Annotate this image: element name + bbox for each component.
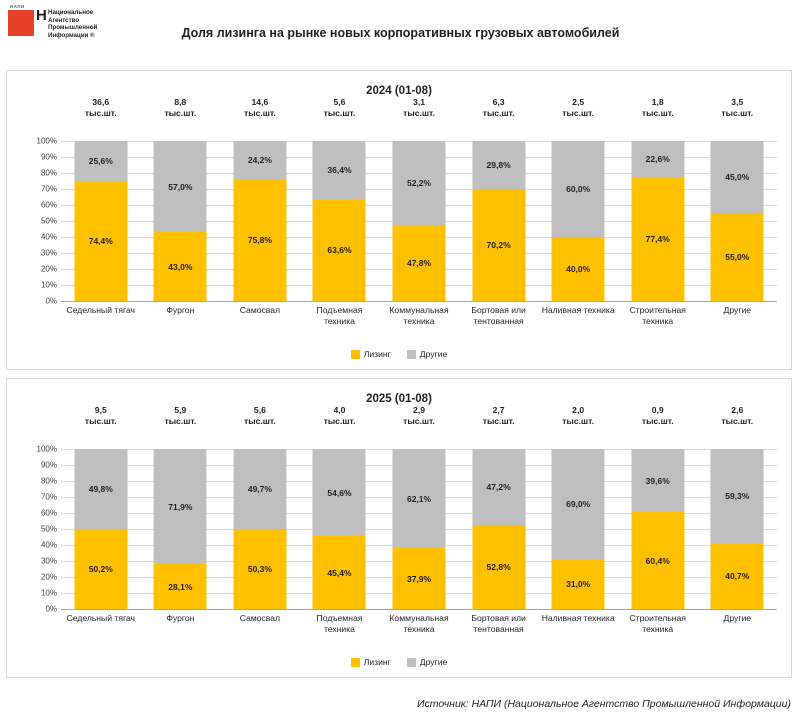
bar-segment-lease[interactable] — [74, 182, 127, 301]
bar-total-label: 5,6 тыс.шт. — [323, 97, 356, 118]
y-tick-label: 30% — [40, 248, 57, 258]
bars-2024 — [61, 141, 777, 301]
y-tick-label: 100% — [36, 136, 57, 146]
bar-segment-label: 52,2% — [406, 177, 432, 188]
plot-area-2025 — [7, 379, 791, 677]
bar-column[interactable] — [538, 449, 618, 609]
bar-column[interactable] — [141, 141, 221, 301]
bar-column[interactable] — [300, 141, 380, 301]
page-title: Доля лизинга на рынке новых корпоративных грузовых автомобилей — [181, 26, 620, 40]
plot-area-2024 — [7, 71, 791, 369]
y-axis-2024 — [25, 136, 57, 306]
bar-total-label: 2,6 тыс.шт. — [721, 405, 754, 426]
bar-stack — [552, 449, 605, 609]
category-label: Подъемная техника — [316, 613, 363, 634]
category-axis-2024 — [61, 305, 777, 345]
bar-segment-other[interactable] — [472, 449, 525, 525]
bar-segment-label: 25,6% — [88, 156, 113, 167]
bar-column[interactable] — [300, 449, 380, 609]
category-label: Наливная техника — [541, 305, 615, 315]
bar-stack — [233, 449, 286, 609]
legend-swatch-lease-icon — [351, 658, 360, 667]
logo-line-2: Агентство — [48, 16, 80, 24]
bar-stack — [313, 141, 366, 301]
bar-segment-label: 45,0% — [725, 172, 750, 182]
bar-segment-lease[interactable] — [631, 177, 684, 301]
bar-column[interactable] — [141, 449, 221, 609]
bar-segment-other[interactable] — [393, 141, 446, 225]
bar-segment-other[interactable] — [74, 141, 127, 182]
bar-total-label: 5,6 тыс.шт. — [244, 405, 276, 426]
bar-column[interactable] — [61, 449, 141, 609]
bar-segment-lease[interactable] — [313, 536, 366, 609]
bar-stack — [154, 449, 207, 609]
bar-stack — [74, 449, 127, 609]
legend-swatch-other-icon — [407, 350, 416, 359]
bar-segment-label: 47,2% — [486, 481, 511, 492]
bar-segment-label: 60,4% — [645, 555, 670, 566]
category-label: Коммунальная техника — [389, 613, 449, 634]
bar-segment-other[interactable] — [154, 449, 207, 564]
bar-segment-label: 70,2% — [486, 239, 511, 250]
bar-segment-label: 29,8% — [486, 159, 511, 170]
bar-segment-other[interactable] — [711, 449, 764, 544]
bar-stack — [393, 449, 446, 609]
bar-segment-lease[interactable] — [233, 180, 286, 301]
bar-segment-label: 50,3% — [247, 563, 272, 574]
legend-item-other — [407, 657, 448, 667]
category-label: Седельный тягач — [66, 305, 136, 315]
bar-segment-label: 40,7% — [725, 571, 750, 582]
y-tick-label: 0% — [45, 604, 57, 614]
legend-item-lease — [351, 657, 391, 667]
bar-column[interactable] — [459, 141, 539, 301]
bar-total-label: 3,5 тыс.шт. — [721, 97, 754, 118]
y-tick-label: 90% — [40, 460, 57, 470]
bar-segment-lease[interactable] — [74, 529, 127, 609]
bar-segment-other[interactable] — [154, 141, 207, 232]
bar-segment-lease[interactable] — [472, 525, 525, 609]
bar-segment-lease[interactable] — [472, 189, 525, 301]
category-label: Самосвал — [239, 305, 281, 315]
bar-segment-other[interactable] — [552, 141, 605, 237]
bar-segment-label: 54,6% — [327, 487, 352, 498]
bar-total-label: 14,6 тыс.шт. — [244, 97, 276, 118]
legend-swatch-other-icon — [407, 658, 416, 667]
chart-title-2025: 2025 (01-08) — [366, 393, 432, 405]
y-tick-label: 20% — [40, 264, 57, 274]
bar-segment-lease[interactable] — [393, 548, 446, 609]
category-label: Подъемная техника — [316, 305, 363, 326]
legend-label-lease: Лизинг — [363, 657, 391, 667]
bar-segment-label: 50,2% — [88, 563, 113, 574]
bar-stack — [631, 449, 684, 609]
category-label: Строительная техника — [629, 613, 686, 634]
bar-stack — [552, 141, 605, 301]
bar-total-label: 2,0 тыс.шт. — [562, 405, 595, 426]
bar-segment-label: 40,0% — [566, 264, 591, 274]
bar-segment-label: 57,0% — [168, 181, 193, 192]
bar-total-label: 6,3 тыс.шт. — [482, 97, 515, 118]
y-tick-label: 70% — [40, 184, 57, 194]
category-label: Седельный тягач — [66, 613, 136, 623]
bar-segment-label: 49,7% — [247, 483, 272, 494]
bar-column[interactable] — [459, 449, 539, 609]
bar-segment-label: 39,6% — [645, 475, 670, 486]
bar-segment-label: 55,0% — [725, 252, 750, 262]
bar-column[interactable] — [698, 449, 778, 609]
bar-stack — [313, 449, 366, 609]
totals-row-2024 — [61, 97, 777, 137]
bar-segment-other[interactable] — [472, 141, 525, 189]
y-tick-label: 10% — [40, 588, 57, 598]
bar-segment-label: 77,4% — [645, 234, 670, 245]
bar-total-label: 2,5 тыс.шт. — [562, 97, 595, 118]
bar-segment-lease[interactable] — [552, 559, 605, 609]
bar-total-label: 36,6 тыс.шт. — [84, 97, 117, 118]
y-tick-label: 30% — [40, 556, 57, 566]
bar-segment-other[interactable] — [711, 141, 764, 213]
bar-segment-label: 69,0% — [566, 499, 591, 510]
legend-item-lease — [351, 349, 391, 359]
bar-column[interactable] — [61, 141, 141, 301]
bar-stack — [472, 449, 525, 609]
bar-segment-other[interactable] — [233, 141, 286, 180]
category-axis-2025 — [61, 613, 777, 653]
bar-total-label: 4,0 тыс.шт. — [323, 405, 356, 426]
page-header — [0, 0, 801, 62]
bar-total-label: 2,9 тыс.шт. — [403, 405, 435, 426]
bar-segment-label: 74,4% — [88, 236, 113, 247]
y-tick-label: 70% — [40, 492, 57, 502]
category-label: Другие — [723, 305, 752, 315]
bar-segment-other[interactable] — [74, 449, 127, 529]
totals-row-2025 — [61, 405, 777, 445]
y-tick-label: 80% — [40, 476, 57, 486]
bar-segment-label: 75,8% — [247, 235, 272, 246]
bar-segment-label: 71,9% — [168, 501, 193, 512]
y-axis-2025 — [25, 444, 57, 614]
bar-column[interactable] — [618, 449, 698, 609]
bar-stack — [154, 141, 207, 301]
bar-segment-label: 37,9% — [406, 573, 432, 584]
bar-segment-label: 60,0% — [566, 184, 591, 194]
y-tick-label: 10% — [40, 280, 57, 290]
chart-panel-2024 — [6, 70, 792, 370]
bar-column[interactable] — [698, 141, 778, 301]
bar-stack — [711, 141, 764, 301]
chart-title-2024: 2024 (01-08) — [366, 85, 432, 97]
y-tick-label: 20% — [40, 572, 57, 582]
legend-2025 — [7, 657, 791, 667]
bar-segment-label: 49,8% — [88, 483, 113, 494]
category-label: Коммунальная техника — [389, 305, 449, 326]
bar-segment-label: 36,4% — [327, 165, 352, 176]
legend-label-other: Другие — [419, 657, 448, 667]
bar-segment-lease[interactable] — [552, 237, 605, 301]
bar-column[interactable] — [379, 141, 459, 301]
bar-segment-lease[interactable] — [154, 564, 207, 609]
x-axis-line — [61, 609, 777, 610]
bar-segment-label: 47,8% — [406, 257, 432, 268]
bar-segment-other[interactable] — [631, 449, 684, 512]
y-tick-label: 40% — [40, 540, 57, 550]
y-tick-label: 50% — [40, 524, 57, 534]
category-label: Самосвал — [239, 613, 281, 623]
legend-swatch-lease-icon — [351, 350, 360, 359]
bar-segment-other[interactable] — [631, 141, 684, 177]
bar-stack — [393, 141, 446, 301]
category-label: Бортовая или тентованная — [471, 305, 526, 326]
bar-total-label: 0,9 тыс.шт. — [641, 405, 674, 426]
bar-segment-label: 63,6% — [327, 245, 352, 256]
y-tick-label: 60% — [40, 508, 57, 518]
y-tick-label: 60% — [40, 200, 57, 210]
source-note: Источник: НАПИ (Национальное Агентство Промышленной Информации) — [416, 698, 791, 710]
bar-segment-lease[interactable] — [393, 225, 446, 301]
bar-segment-label: 62,1% — [406, 493, 432, 504]
bar-segment-label: 31,0% — [566, 579, 591, 590]
category-label: Бортовая или тентованная — [471, 613, 526, 634]
bar-segment-lease[interactable] — [154, 232, 207, 301]
legend-2024 — [7, 349, 791, 359]
logo-line-4: Информации ® — [48, 31, 95, 39]
bar-total-label: 1,8 тыс.шт. — [641, 97, 674, 118]
category-label: Фургон — [166, 305, 195, 315]
bar-segment-other[interactable] — [393, 449, 446, 548]
bar-segment-label: 43,0% — [168, 261, 193, 272]
y-tick-label: 90% — [40, 152, 57, 162]
logo-letter: Н — [36, 7, 47, 24]
category-label: Другие — [723, 613, 752, 623]
bars-2025 — [61, 449, 777, 609]
bar-stack — [472, 141, 525, 301]
chart-panel-2025 — [6, 378, 792, 678]
bar-segment-label: 28,1% — [168, 581, 193, 592]
legend-label-other: Другие — [419, 349, 448, 359]
bar-total-label: 5,9 тыс.шт. — [164, 405, 197, 426]
bar-stack — [711, 449, 764, 609]
bar-column[interactable] — [618, 141, 698, 301]
y-tick-label: 100% — [36, 444, 57, 454]
bar-total-label: 3,1 тыс.шт. — [403, 97, 435, 118]
bar-segment-label: 24,2% — [247, 155, 272, 166]
bar-segment-label: 59,3% — [725, 491, 750, 502]
bar-column[interactable] — [220, 449, 300, 609]
logo-line-1: Национальное — [48, 9, 94, 16]
bar-segment-lease[interactable] — [711, 544, 764, 609]
bar-stack — [631, 141, 684, 301]
bar-segment-label: 45,4% — [327, 567, 352, 578]
bar-segment-lease[interactable] — [631, 512, 684, 609]
bar-column[interactable] — [220, 141, 300, 301]
bar-segment-lease[interactable] — [711, 213, 764, 301]
x-axis-line — [61, 301, 777, 302]
legend-item-other — [407, 349, 448, 359]
bar-segment-other[interactable] — [313, 141, 366, 199]
y-tick-label: 0% — [45, 296, 57, 306]
bar-segment-label: 52,8% — [486, 561, 511, 572]
legend-label-lease: Лизинг — [363, 349, 391, 359]
logo-line-3: Промышленной — [48, 24, 98, 32]
logo-napi-tag: НАПИ — [10, 4, 25, 9]
bar-total-label: 8,8 тыс.шт. — [164, 97, 197, 118]
y-tick-label: 50% — [40, 216, 57, 226]
category-label: Наливная техника — [541, 613, 615, 623]
bar-stack — [233, 141, 286, 301]
category-label: Строительная техника — [629, 305, 686, 326]
bar-total-label: 2,7 тыс.шт. — [482, 405, 515, 426]
bar-total-label: 9,5 тыс.шт. — [84, 405, 117, 426]
bar-column[interactable] — [379, 449, 459, 609]
bar-stack — [74, 141, 127, 301]
bar-segment-other[interactable] — [552, 449, 605, 559]
bar-segment-other[interactable] — [233, 449, 286, 529]
bar-segment-lease[interactable] — [233, 529, 286, 609]
y-tick-label: 80% — [40, 168, 57, 178]
bar-column[interactable] — [538, 141, 618, 301]
y-tick-label: 40% — [40, 232, 57, 242]
category-label: Фургон — [166, 613, 195, 623]
bar-segment-lease[interactable] — [313, 199, 366, 301]
bar-segment-label: 22,6% — [645, 154, 670, 165]
bar-segment-other[interactable] — [313, 449, 366, 536]
